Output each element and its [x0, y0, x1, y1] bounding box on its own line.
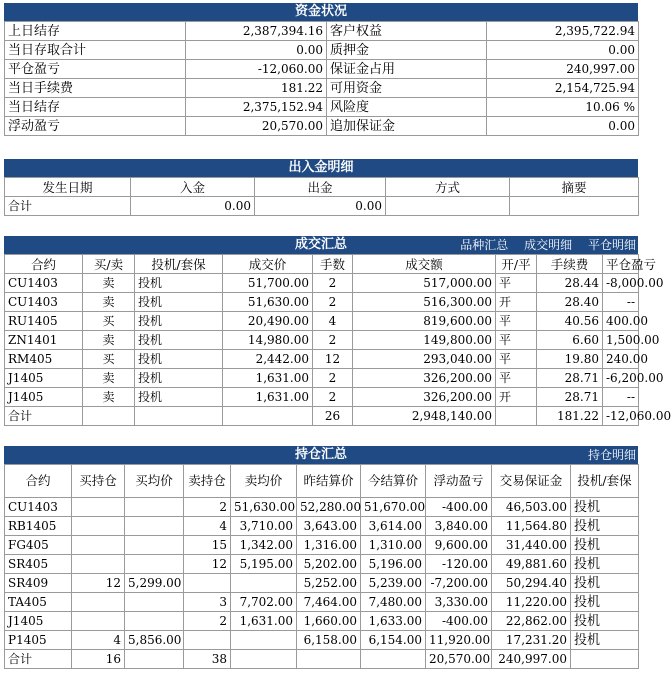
trade-hedge-flag: 投机	[135, 293, 223, 312]
position-margin: 46,503.00	[492, 498, 571, 517]
position-hedge-flag: 投机	[571, 631, 639, 650]
position-row	[5, 498, 639, 517]
column-header: 成交价	[223, 255, 313, 274]
trade-row	[5, 274, 639, 293]
position-prev-settle: 1,660.00	[297, 612, 361, 631]
positions-header	[4, 446, 638, 464]
position-settle: 1,633.00	[361, 612, 426, 631]
column-header: 卖持仓	[184, 465, 231, 498]
funds-value: 2,375,152.94	[186, 98, 327, 117]
funds-row	[5, 22, 639, 41]
position-short-qty: 12	[184, 555, 231, 574]
column-header: 合约	[5, 255, 83, 274]
position-row	[5, 593, 639, 612]
position-prev-settle: 5,252.00	[297, 574, 361, 593]
funds-row	[5, 79, 639, 98]
total-cell	[297, 650, 361, 669]
position-long-avg: 5,299.00	[125, 574, 184, 593]
column-header: 浮动盈亏	[426, 465, 492, 498]
positions-total-row	[5, 650, 639, 669]
position-contract: FG405	[5, 536, 72, 555]
trade-contract: ZN1401	[5, 331, 83, 350]
cashflow-header	[4, 159, 638, 177]
position-prev-settle: 6,158.00	[297, 631, 361, 650]
trade-commission: 6.60	[537, 331, 603, 350]
position-short-qty: 2	[184, 498, 231, 517]
position-row	[5, 517, 639, 536]
cashflow-section	[4, 159, 638, 216]
trade-lots: 2	[313, 293, 353, 312]
link-close-detail[interactable]: 平仓明细	[587, 238, 636, 252]
trade-hedge-flag: 投机	[135, 388, 223, 407]
funds-value: 20,570.00	[186, 117, 327, 136]
funds-value: 2,387,394.16	[186, 22, 327, 41]
position-short-avg: 1,342.00	[231, 536, 297, 555]
trade-amount: 293,040.00	[353, 350, 496, 369]
total-cell: 20,570.00	[426, 650, 492, 669]
position-long-qty	[72, 555, 125, 574]
trade-open-close: 开	[496, 388, 537, 407]
funds-value: 2,154,725.94	[487, 79, 639, 98]
position-contract: SR409	[5, 574, 72, 593]
position-long-avg	[125, 517, 184, 536]
trade-row	[5, 293, 639, 312]
position-contract: P1405	[5, 631, 72, 650]
position-short-qty	[184, 574, 231, 593]
column-header: 手数	[313, 255, 353, 274]
position-settle: 3,614.00	[361, 517, 426, 536]
position-long-avg	[125, 612, 184, 631]
position-long-qty	[72, 593, 125, 612]
trade-direction: 卖	[83, 331, 135, 350]
total-cell	[571, 650, 639, 669]
funds-row	[5, 60, 639, 79]
trade-amount: 149,800.00	[353, 331, 496, 350]
position-float-pnl: 3,330.00	[426, 593, 492, 612]
positions-section	[4, 446, 638, 669]
trade-open-close: 平	[496, 312, 537, 331]
position-contract: RB1405	[5, 517, 72, 536]
position-contract: SR405	[5, 555, 72, 574]
trades-section	[4, 236, 671, 426]
trades-title: 成交汇总	[294, 237, 347, 252]
cashflow-title: 出入金明细	[288, 160, 354, 175]
trade-contract: CU1403	[5, 274, 83, 293]
column-header: 投机/套保	[135, 255, 223, 274]
position-settle: 1,310.00	[361, 536, 426, 555]
trade-direction: 卖	[83, 369, 135, 388]
trade-close-pnl: 240.00	[603, 350, 639, 369]
funds-label: 当日存取合计	[5, 41, 186, 60]
trades-links	[448, 236, 636, 254]
column-header: 成交额	[353, 255, 496, 274]
trade-contract: RU1405	[5, 312, 83, 331]
total-cell	[135, 407, 223, 426]
position-short-avg: 3,710.00	[231, 517, 297, 536]
funds-value: 0.00	[487, 41, 639, 60]
position-short-avg: 7,702.00	[231, 593, 297, 612]
total-cell: 16	[72, 650, 125, 669]
column-header: 交易保证金	[492, 465, 571, 498]
total-cell	[223, 407, 313, 426]
total-cell	[125, 650, 184, 669]
total-cell: 合计	[5, 407, 83, 426]
position-prev-settle: 1,316.00	[297, 536, 361, 555]
trade-row	[5, 388, 639, 407]
funds-value: 0.00	[487, 117, 639, 136]
trade-contract: CU1403	[5, 293, 83, 312]
position-settle: 5,196.00	[361, 555, 426, 574]
trade-amount: 517,000.00	[353, 274, 496, 293]
trade-direction: 卖	[83, 388, 135, 407]
position-float-pnl: 9,600.00	[426, 536, 492, 555]
position-row	[5, 612, 639, 631]
column-header: 手续费	[537, 255, 603, 274]
funds-label: 当日手续费	[5, 79, 186, 98]
position-long-qty	[72, 536, 125, 555]
funds-value: 10.06 %	[487, 98, 639, 117]
position-margin: 50,294.40	[492, 574, 571, 593]
position-short-avg: 51,630.00	[231, 498, 297, 517]
trade-commission: 28.71	[537, 388, 603, 407]
position-hedge-flag: 投机	[571, 536, 639, 555]
cashflow-table	[4, 177, 639, 216]
total-cell: 26	[313, 407, 353, 426]
trade-lots: 12	[313, 350, 353, 369]
position-short-qty	[184, 631, 231, 650]
trade-lots: 2	[313, 388, 353, 407]
trade-row	[5, 312, 639, 331]
trade-open-close: 平	[496, 369, 537, 388]
funds-title: 资金状况	[294, 4, 347, 19]
position-float-pnl: 11,920.00	[426, 631, 492, 650]
total-cell: 0.00	[131, 197, 255, 216]
position-short-qty: 3	[184, 593, 231, 612]
position-prev-settle: 5,202.00	[297, 555, 361, 574]
funds-table	[4, 21, 639, 136]
position-row	[5, 536, 639, 555]
position-margin: 11,564.80	[492, 517, 571, 536]
trade-amount: 819,600.00	[353, 312, 496, 331]
total-cell: 38	[184, 650, 231, 669]
trades-total-row	[5, 407, 639, 426]
cashflow-header-row	[5, 178, 639, 197]
link-product-summary[interactable]: 品种汇总	[460, 238, 509, 252]
funds-value: 2,395,722.94	[487, 22, 639, 41]
trade-price: 1,631.00	[223, 369, 313, 388]
link-trade-detail[interactable]: 成交明细	[524, 238, 573, 252]
funds-value: -12,060.00	[186, 60, 327, 79]
funds-value: 181.22	[186, 79, 327, 98]
total-cell	[361, 650, 426, 669]
column-header: 摘要	[510, 178, 639, 197]
position-long-qty	[72, 517, 125, 536]
column-header: 入金	[131, 178, 255, 197]
position-margin: 22,862.00	[492, 612, 571, 631]
trade-close-pnl: 400.00	[603, 312, 639, 331]
trade-price: 20,490.00	[223, 312, 313, 331]
position-prev-settle: 3,643.00	[297, 517, 361, 536]
trade-contract: J1405	[5, 369, 83, 388]
total-cell: 合计	[5, 650, 72, 669]
trade-row	[5, 350, 639, 369]
funds-label: 追加保证金	[327, 117, 487, 136]
positions-table	[4, 464, 639, 669]
trade-direction: 卖	[83, 293, 135, 312]
position-short-qty: 2	[184, 612, 231, 631]
trade-open-close: 平	[496, 331, 537, 350]
position-long-qty	[72, 612, 125, 631]
funds-label: 可用资金	[327, 79, 487, 98]
trade-hedge-flag: 投机	[135, 350, 223, 369]
funds-value: 240,997.00	[487, 60, 639, 79]
position-margin: 17,231.20	[492, 631, 571, 650]
position-hedge-flag: 投机	[571, 574, 639, 593]
total-cell: -12,060.00	[603, 407, 639, 426]
funds-label: 质押金	[327, 41, 487, 60]
position-contract: CU1403	[5, 498, 72, 517]
total-cell	[231, 650, 297, 669]
position-short-avg	[231, 631, 297, 650]
trade-contract: J1405	[5, 388, 83, 407]
trade-row	[5, 369, 639, 388]
trade-direction: 卖	[83, 274, 135, 293]
trade-amount: 326,200.00	[353, 388, 496, 407]
trade-price: 2,442.00	[223, 350, 313, 369]
position-long-qty: 12	[72, 574, 125, 593]
trade-open-close: 平	[496, 274, 537, 293]
position-long-avg: 5,856.00	[125, 631, 184, 650]
trade-direction: 买	[83, 350, 135, 369]
total-cell: 181.22	[537, 407, 603, 426]
position-long-avg	[125, 498, 184, 517]
trade-amount: 516,300.00	[353, 293, 496, 312]
position-settle: 7,480.00	[361, 593, 426, 612]
trade-price: 51,700.00	[223, 274, 313, 293]
trade-price: 14,980.00	[223, 331, 313, 350]
position-float-pnl: -400.00	[426, 612, 492, 631]
total-cell: 2,948,140.00	[353, 407, 496, 426]
cashflow-total-row	[5, 197, 639, 216]
position-contract: TA405	[5, 593, 72, 612]
funds-header	[4, 3, 638, 21]
position-prev-settle: 7,464.00	[297, 593, 361, 612]
positions-title: 持仓汇总	[294, 447, 347, 462]
funds-row	[5, 98, 639, 117]
trade-hedge-flag: 投机	[135, 331, 223, 350]
position-short-avg	[231, 574, 297, 593]
position-hedge-flag: 投机	[571, 612, 639, 631]
column-header: 发生日期	[5, 178, 131, 197]
trade-commission: 40.56	[537, 312, 603, 331]
trades-header-row	[5, 255, 639, 274]
trade-price: 51,630.00	[223, 293, 313, 312]
funds-row	[5, 41, 639, 60]
column-header: 买/卖	[83, 255, 135, 274]
trade-open-close: 平	[496, 350, 537, 369]
total-cell: 合计	[5, 197, 131, 216]
position-margin: 11,220.00	[492, 593, 571, 612]
total-cell	[510, 197, 639, 216]
position-long-avg	[125, 536, 184, 555]
column-header: 买均价	[125, 465, 184, 498]
positions-links	[576, 446, 636, 464]
trade-open-close: 开	[496, 293, 537, 312]
trades-table	[4, 254, 671, 426]
funds-label: 浮动盈亏	[5, 117, 186, 136]
funds-row	[5, 117, 639, 136]
position-long-qty	[72, 498, 125, 517]
column-header: 合约	[5, 465, 72, 498]
position-long-avg	[125, 593, 184, 612]
position-row	[5, 631, 639, 650]
trade-lots: 4	[313, 312, 353, 331]
column-header: 出金	[255, 178, 386, 197]
trade-close-pnl: 1,500.00	[603, 331, 639, 350]
trade-close-pnl: --	[603, 293, 639, 312]
position-row	[5, 574, 639, 593]
position-short-avg: 5,195.00	[231, 555, 297, 574]
trades-header	[4, 236, 638, 254]
position-short-avg: 1,631.00	[231, 612, 297, 631]
position-hedge-flag: 投机	[571, 498, 639, 517]
trade-commission: 19.80	[537, 350, 603, 369]
position-short-qty: 15	[184, 536, 231, 555]
funds-value: 0.00	[186, 41, 327, 60]
funds-label: 保证金占用	[327, 60, 487, 79]
total-cell: 240,997.00	[492, 650, 571, 669]
column-header: 平仓盈亏	[603, 255, 639, 274]
column-header: 投机/套保	[571, 465, 639, 498]
trade-close-pnl: --	[603, 388, 639, 407]
total-cell	[496, 407, 537, 426]
trade-direction: 买	[83, 312, 135, 331]
funds-label: 风险度	[327, 98, 487, 117]
position-float-pnl: -7,200.00	[426, 574, 492, 593]
link-position-detail[interactable]: 持仓明细	[587, 448, 636, 462]
trade-hedge-flag: 投机	[135, 312, 223, 331]
trade-commission: 28.44	[537, 274, 603, 293]
trade-close-pnl: -8,000.00	[603, 274, 639, 293]
position-prev-settle: 52,280.00	[297, 498, 361, 517]
position-settle: 5,239.00	[361, 574, 426, 593]
column-header: 今结算价	[361, 465, 426, 498]
position-contract: J1405	[5, 612, 72, 631]
total-cell: 0.00	[255, 197, 386, 216]
position-margin: 49,881.60	[492, 555, 571, 574]
funds-label: 平仓盈亏	[5, 60, 186, 79]
total-cell	[386, 197, 510, 216]
positions-header-row	[5, 465, 639, 498]
position-float-pnl: -400.00	[426, 498, 492, 517]
trade-lots: 2	[313, 369, 353, 388]
trade-contract: RM405	[5, 350, 83, 369]
column-header: 方式	[386, 178, 510, 197]
funds-label: 客户权益	[327, 22, 487, 41]
trade-lots: 2	[313, 274, 353, 293]
position-settle: 6,154.00	[361, 631, 426, 650]
trade-hedge-flag: 投机	[135, 274, 223, 293]
total-cell	[83, 407, 135, 426]
position-float-pnl: -120.00	[426, 555, 492, 574]
trade-hedge-flag: 投机	[135, 369, 223, 388]
position-row	[5, 555, 639, 574]
trade-close-pnl: -6,200.00	[603, 369, 639, 388]
funds-label: 当日结存	[5, 98, 186, 117]
column-header: 昨结算价	[297, 465, 361, 498]
position-float-pnl: 3,840.00	[426, 517, 492, 536]
position-margin: 31,440.00	[492, 536, 571, 555]
trade-commission: 28.40	[537, 293, 603, 312]
position-short-qty: 4	[184, 517, 231, 536]
position-hedge-flag: 投机	[571, 517, 639, 536]
trade-row	[5, 331, 639, 350]
position-long-avg	[125, 555, 184, 574]
trade-price: 1,631.00	[223, 388, 313, 407]
funds-label: 上日结存	[5, 22, 186, 41]
funds-section	[4, 3, 638, 136]
column-header: 开/平	[496, 255, 537, 274]
column-header: 买持仓	[72, 465, 125, 498]
column-header: 卖均价	[231, 465, 297, 498]
position-long-qty: 4	[72, 631, 125, 650]
trade-lots: 2	[313, 331, 353, 350]
position-settle: 51,670.00	[361, 498, 426, 517]
trade-amount: 326,200.00	[353, 369, 496, 388]
position-hedge-flag: 投机	[571, 555, 639, 574]
trade-commission: 28.71	[537, 369, 603, 388]
position-hedge-flag: 投机	[571, 593, 639, 612]
